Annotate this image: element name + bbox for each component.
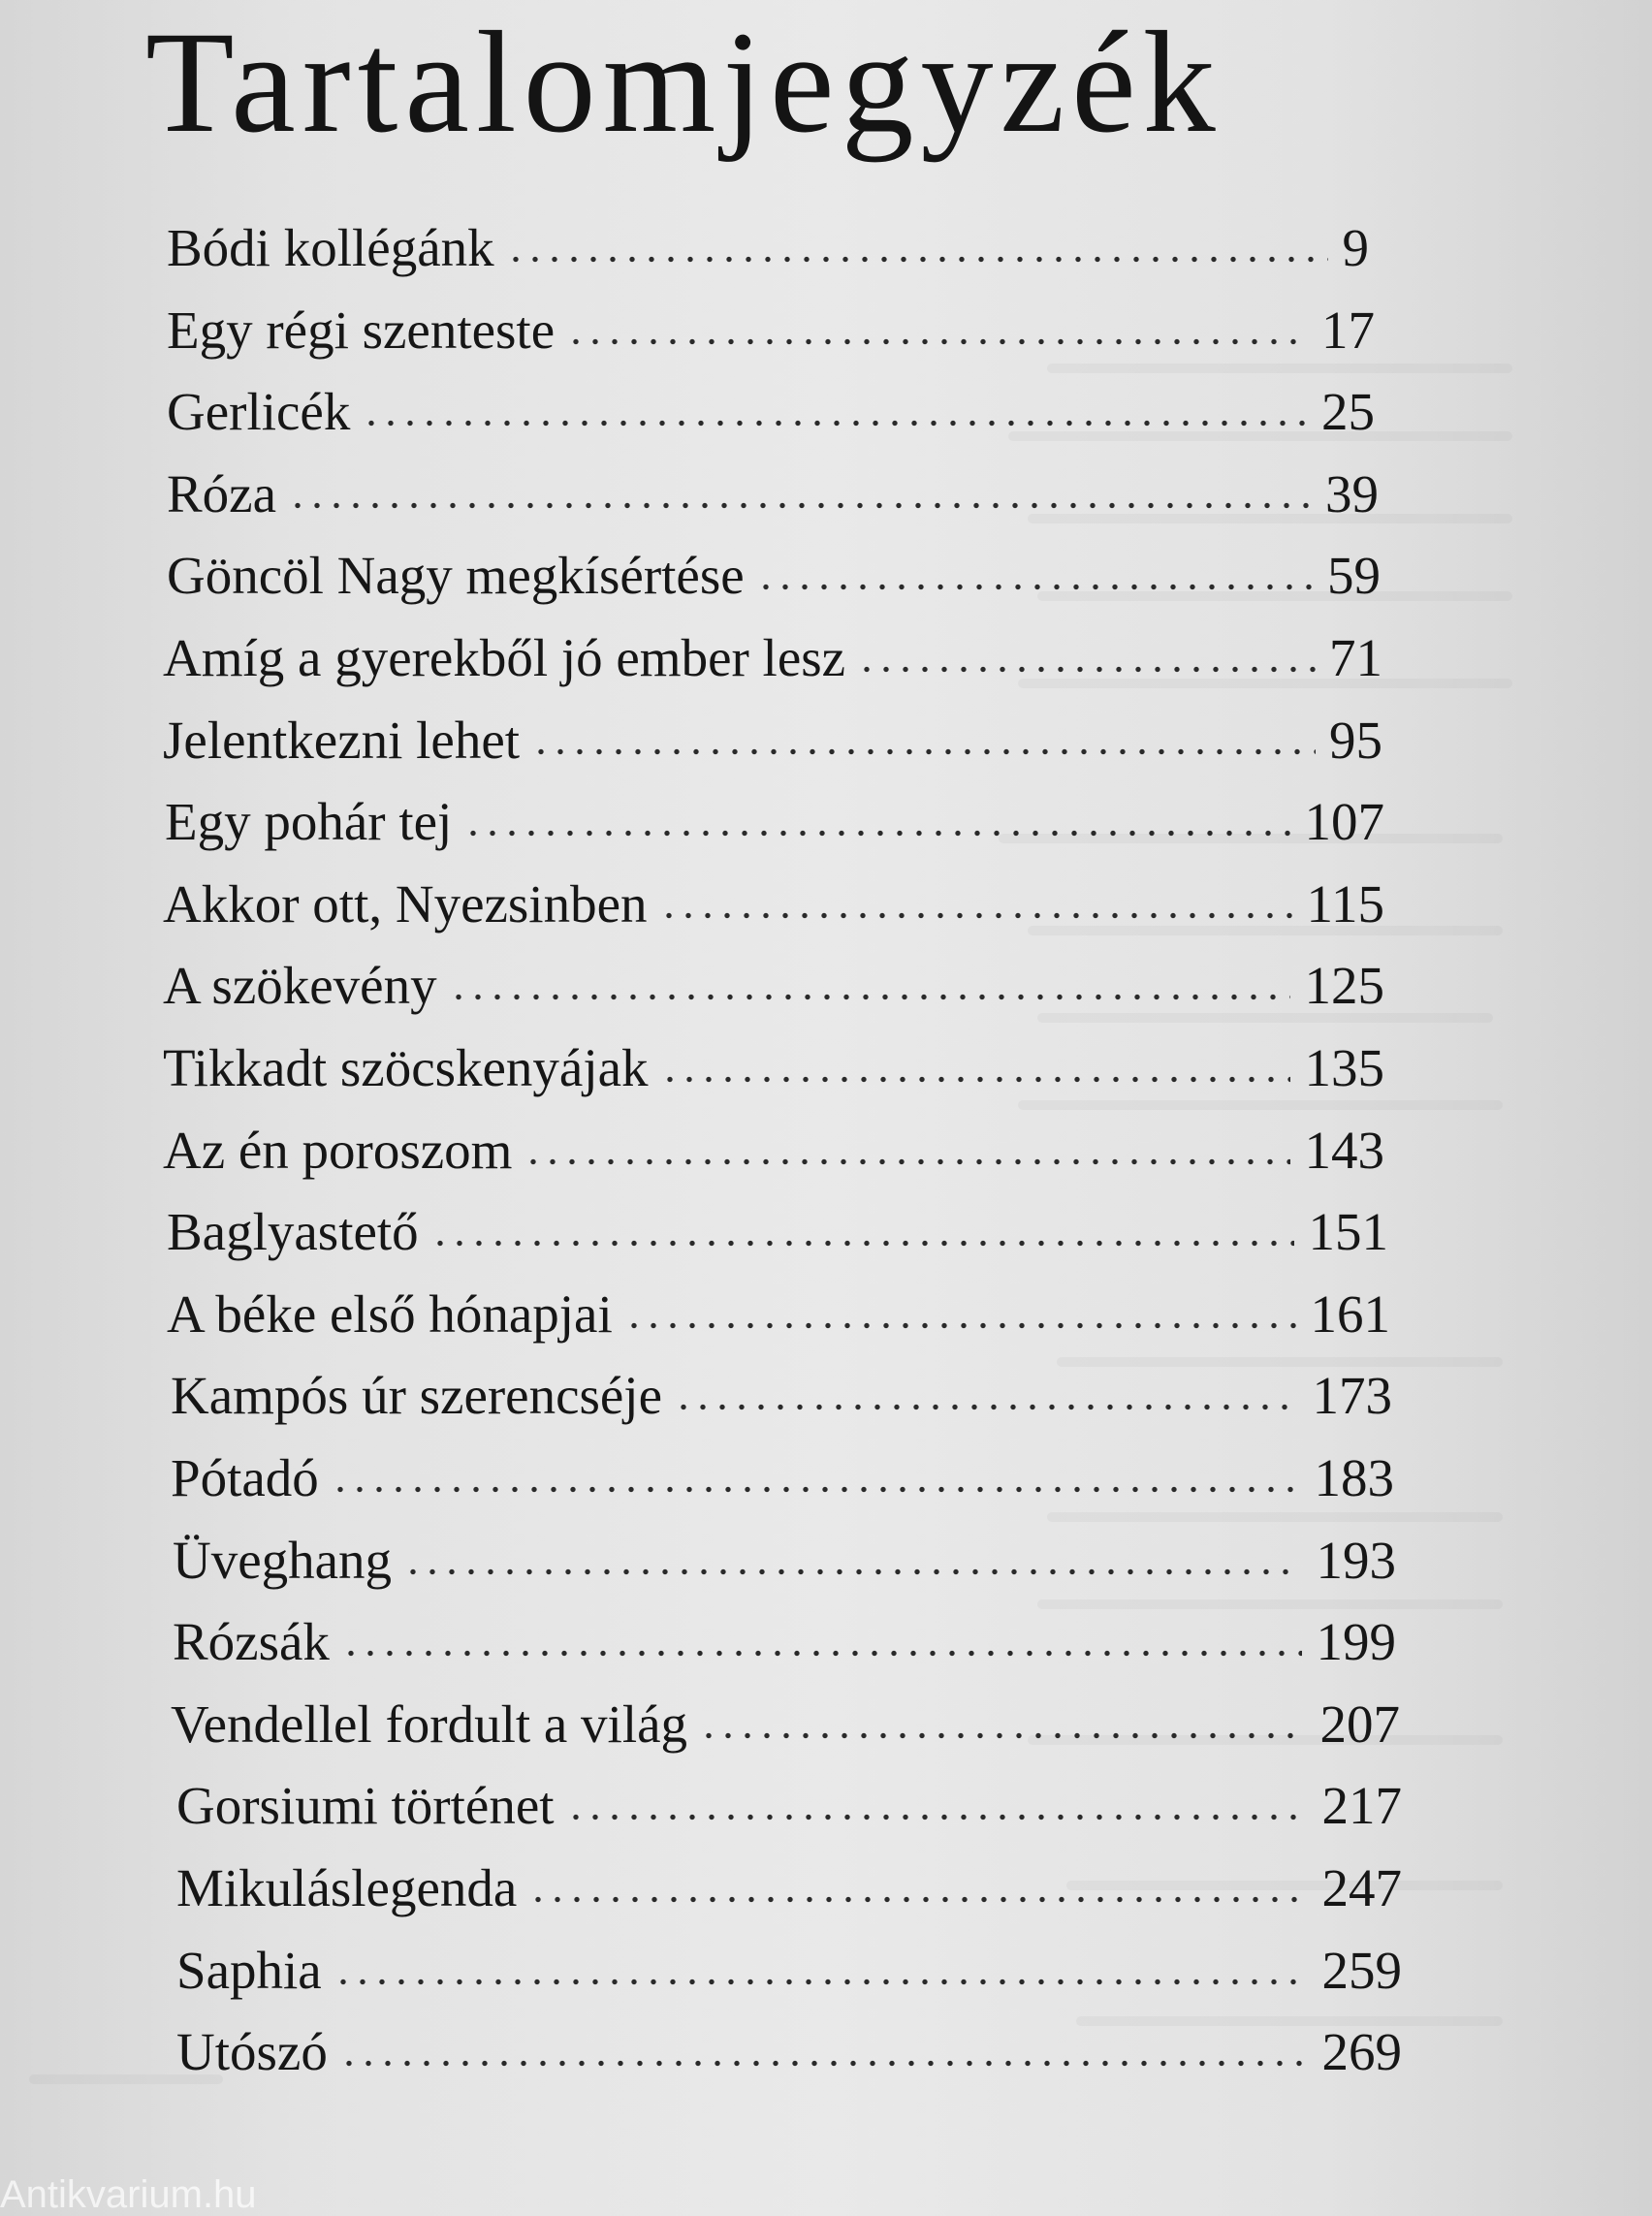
toc-dot-leader bbox=[430, 1240, 1294, 1247]
toc-entry-title: Mikuláslegenda bbox=[176, 1858, 518, 1917]
toc-entry-page: 107 bbox=[1304, 792, 1384, 851]
toc-entry-title: A szökevény bbox=[163, 956, 437, 1015]
toc-entry bbox=[167, 535, 1381, 617]
toc-entry-page: 183 bbox=[1314, 1448, 1394, 1507]
toc-entry-title: Tikkadt szöcskenyájak bbox=[163, 1038, 649, 1097]
toc-entry-title: Utószó bbox=[176, 2022, 328, 2081]
toc-entry-title: Gorsiumi történet bbox=[176, 1776, 555, 1835]
toc-entry-title: Az én poroszom bbox=[163, 1121, 513, 1180]
toc-entry-title: Baglyastető bbox=[167, 1202, 419, 1261]
toc-entry bbox=[165, 781, 1384, 863]
toc-entry bbox=[176, 1765, 1402, 1847]
toc-dot-leader bbox=[528, 1896, 1308, 1903]
toc-entry bbox=[163, 945, 1384, 1027]
toc-entry-page: 269 bbox=[1321, 2022, 1402, 2081]
toc-dot-leader bbox=[566, 338, 1308, 345]
toc-entry-title: Akkor ott, Nyezsinben bbox=[163, 874, 648, 934]
toc-entry-title: Pótadó bbox=[171, 1448, 319, 1507]
toc-dot-leader bbox=[331, 1486, 1300, 1493]
toc-entry-title: Üveghang bbox=[173, 1531, 393, 1590]
toc-entry bbox=[163, 700, 1382, 781]
toc-dot-leader bbox=[334, 1979, 1308, 1985]
toc-entry-page: 125 bbox=[1304, 956, 1384, 1015]
toc-entry-page: 247 bbox=[1321, 1858, 1402, 1917]
toc-dot-leader bbox=[463, 830, 1290, 837]
toc-entry-title: Amíg a gyerekből jó ember lesz bbox=[163, 628, 846, 687]
toc-entry bbox=[167, 290, 1375, 371]
toc-entry-page: 199 bbox=[1316, 1612, 1396, 1671]
toc-entry-title: Gerlicék bbox=[167, 382, 351, 441]
toc-entry-page: 207 bbox=[1319, 1694, 1400, 1754]
toc-entry-page: 193 bbox=[1316, 1531, 1396, 1590]
toc-entry-page: 25 bbox=[1321, 382, 1375, 441]
toc-entry bbox=[171, 1438, 1394, 1519]
toc-entry-title: Jelentkezni lehet bbox=[163, 711, 521, 770]
toc-entry bbox=[163, 1110, 1384, 1191]
toc-entry-title: Róza bbox=[167, 464, 277, 523]
toc-entry bbox=[167, 1274, 1390, 1355]
toc-entry-title: Saphia bbox=[176, 1941, 322, 2000]
toc-dot-leader bbox=[362, 420, 1308, 427]
toc-entry-title: Vendellel fordult a világ bbox=[171, 1694, 688, 1754]
page-title: Tartalomjegyzék bbox=[145, 2, 1223, 163]
toc-dot-leader bbox=[660, 1076, 1290, 1083]
toc-dot-leader bbox=[403, 1568, 1302, 1575]
toc-dot-leader bbox=[699, 1732, 1306, 1739]
toc-dot-leader bbox=[339, 2060, 1308, 2067]
toc-entry-page: 71 bbox=[1329, 628, 1382, 687]
toc-entry-title: Göncöl Nagy megkísértése bbox=[167, 546, 745, 605]
toc-dot-leader bbox=[674, 1404, 1298, 1410]
toc-dot-leader bbox=[506, 256, 1328, 263]
toc-entry-page: 135 bbox=[1304, 1038, 1384, 1097]
toc-entry-title: Kampós úr szerencséje bbox=[171, 1366, 663, 1425]
toc-entry bbox=[171, 1355, 1392, 1437]
toc-entry-page: 173 bbox=[1312, 1366, 1392, 1425]
toc-entry-title: Egy pohár tej bbox=[165, 792, 453, 851]
toc-dot-leader bbox=[531, 748, 1316, 755]
toc-entry bbox=[167, 454, 1379, 535]
toc-entry bbox=[176, 2011, 1402, 2093]
toc-dot-leader bbox=[857, 666, 1316, 673]
toc-dot-leader bbox=[341, 1650, 1302, 1657]
toc-entry bbox=[163, 617, 1382, 699]
watermark: Antikvarium.hu bbox=[0, 2173, 257, 2216]
toc-entry-title: Egy régi szenteste bbox=[167, 301, 556, 360]
toc-dot-leader bbox=[524, 1158, 1290, 1165]
toc-dot-leader bbox=[288, 502, 1312, 509]
toc-entry-page: 115 bbox=[1306, 874, 1384, 934]
toc-entry-page: 151 bbox=[1308, 1202, 1388, 1261]
toc-entry-page: 9 bbox=[1342, 218, 1369, 277]
toc-entry-title: A béke első hónapjai bbox=[167, 1284, 613, 1344]
toc-entry bbox=[173, 1520, 1396, 1601]
toc-entry-page: 59 bbox=[1327, 546, 1381, 605]
toc-entry-page: 259 bbox=[1321, 1941, 1402, 2000]
toc-entry-page: 17 bbox=[1321, 301, 1375, 360]
toc-dot-leader bbox=[566, 1814, 1308, 1820]
toc-entry bbox=[163, 864, 1384, 945]
toc-entry bbox=[171, 1684, 1400, 1765]
toc-entry-title: Bódi kollégánk bbox=[167, 218, 494, 277]
toc-entry bbox=[176, 1930, 1402, 2011]
toc-entry bbox=[167, 1191, 1388, 1273]
toc-dot-leader bbox=[449, 994, 1290, 1000]
toc-entry-page: 95 bbox=[1329, 711, 1382, 770]
toc-entry bbox=[167, 371, 1375, 453]
toc-entry-title: Rózsák bbox=[173, 1612, 330, 1671]
toc-entry bbox=[176, 1848, 1402, 1929]
toc-entry-page: 161 bbox=[1310, 1284, 1390, 1344]
toc-entry-page: 143 bbox=[1304, 1121, 1384, 1180]
toc-entry bbox=[173, 1601, 1396, 1683]
toc-dot-leader bbox=[756, 584, 1314, 590]
toc-entry-page: 39 bbox=[1325, 464, 1379, 523]
toc-dot-leader bbox=[624, 1322, 1296, 1329]
toc-entry bbox=[167, 207, 1369, 289]
toc-entry bbox=[163, 1028, 1384, 1109]
toc-entry-page: 217 bbox=[1321, 1776, 1402, 1835]
toc-dot-leader bbox=[659, 912, 1293, 919]
